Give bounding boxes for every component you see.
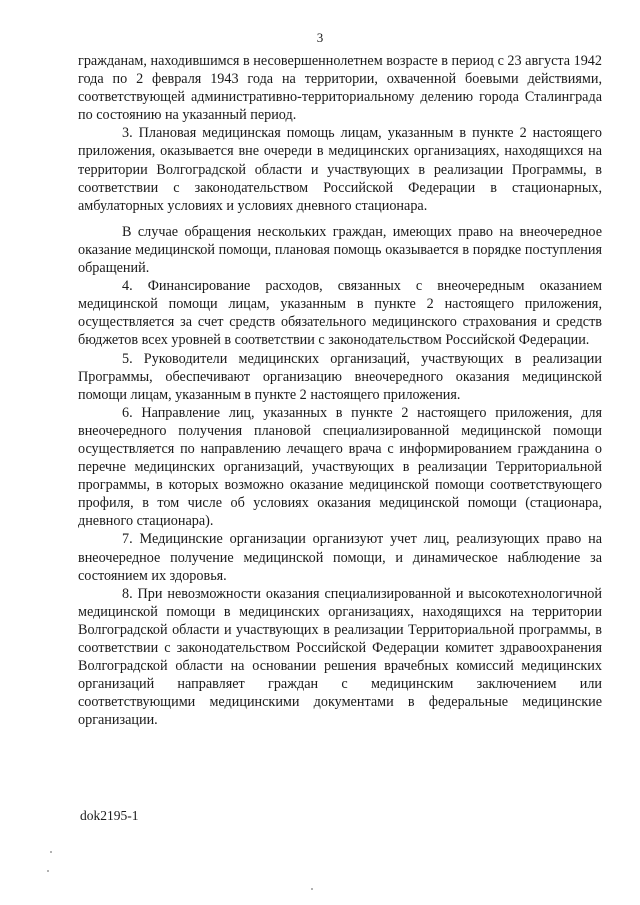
scan-speck [47, 870, 49, 872]
paragraph-multiple-requests: В случае обращения нескольких граждан, имеющих право на внеочередное оказание медицинской помощи, плановая помощь оказывается в порядке поступления обращений. [78, 223, 602, 277]
paragraph-item-7: 7. Медицинские организации организуют учет лиц, реализующих право на внеочередное получение медицинской помощи, и динамическое наблюдение за состоянием их здоровья. [78, 531, 602, 584]
document-body [78, 52, 602, 729]
paragraph-item-6: 6. Направление лиц, указанных в пункте 2 настоящего приложения, для внеочередного получения плановой специализированной медицинской помощи осуществляется по направлению лечащего врача с информированием гражданина о перечне медицинских организаций, участвующих в реализации Территориальной программы, в которых возможно оказание медицинской помощи соответствующего профиля, в том числе об условиях оказания медицинской помощи (стационара, дневного стационара). [78, 404, 602, 530]
paragraph-continuation: гражданам, находившимся в несовершеннолетнем возрасте в период с 23 августа 1942 года по 2 февраля 1943 года на территории, охваченной боевыми действиями, соответствующей административно-территориальному делению города Сталинграда по состоянию на указанный период. [78, 53, 602, 124]
paragraph-item-5: 5. Руководители медицинских организаций, участвующих в реализации Программы, обеспечивают организацию внеочередного оказания медицинской помощи лицам, указанным в пункте 2 настоящего приложения. [78, 350, 602, 403]
document-code: dok2195-1 [80, 808, 139, 823]
paragraph-item-8: 8. При невозможности оказания специализированной и высокотехнологичной медицинской помощи в медицинских организациях, находящихся на территории Волгоградской области и участвующих в реализации Территориальной программы, в соответствии с законодательством Российской Федерации комитет здравоохранения Волгоградской области на основании решения врачебных комиссий медицинских организаций направляет граждан с медицинским заключением или соответствующими медицинскими документами в федеральные медицинские организации. [78, 585, 602, 729]
scan-speck [311, 888, 313, 890]
scan-speck [50, 851, 52, 853]
paragraph-item-3: 3. Плановая медицинская помощь лицам, указанным в пункте 2 настоящего приложения, оказывается вне очереди в медицинских организациях, находящихся на территории Волгоградской области и участвующих в реализации Программы, в соответствии с законодательством Российской Федерации в стационарных, амбулаторных условиях и условиях дневного стационара. [78, 125, 602, 214]
page-number: 3 [316, 30, 324, 45]
paragraph-item-4: 4. Финансирование расходов, связанных с внеочередным оказанием медицинской помощи лицам, указанным в пункте 2 настоящего приложения, осуществляется за счет средств обязательного медицинского страхования и средств бюджетов всех уровней в соответствии с законодательством Российской Федерации. [78, 278, 602, 349]
